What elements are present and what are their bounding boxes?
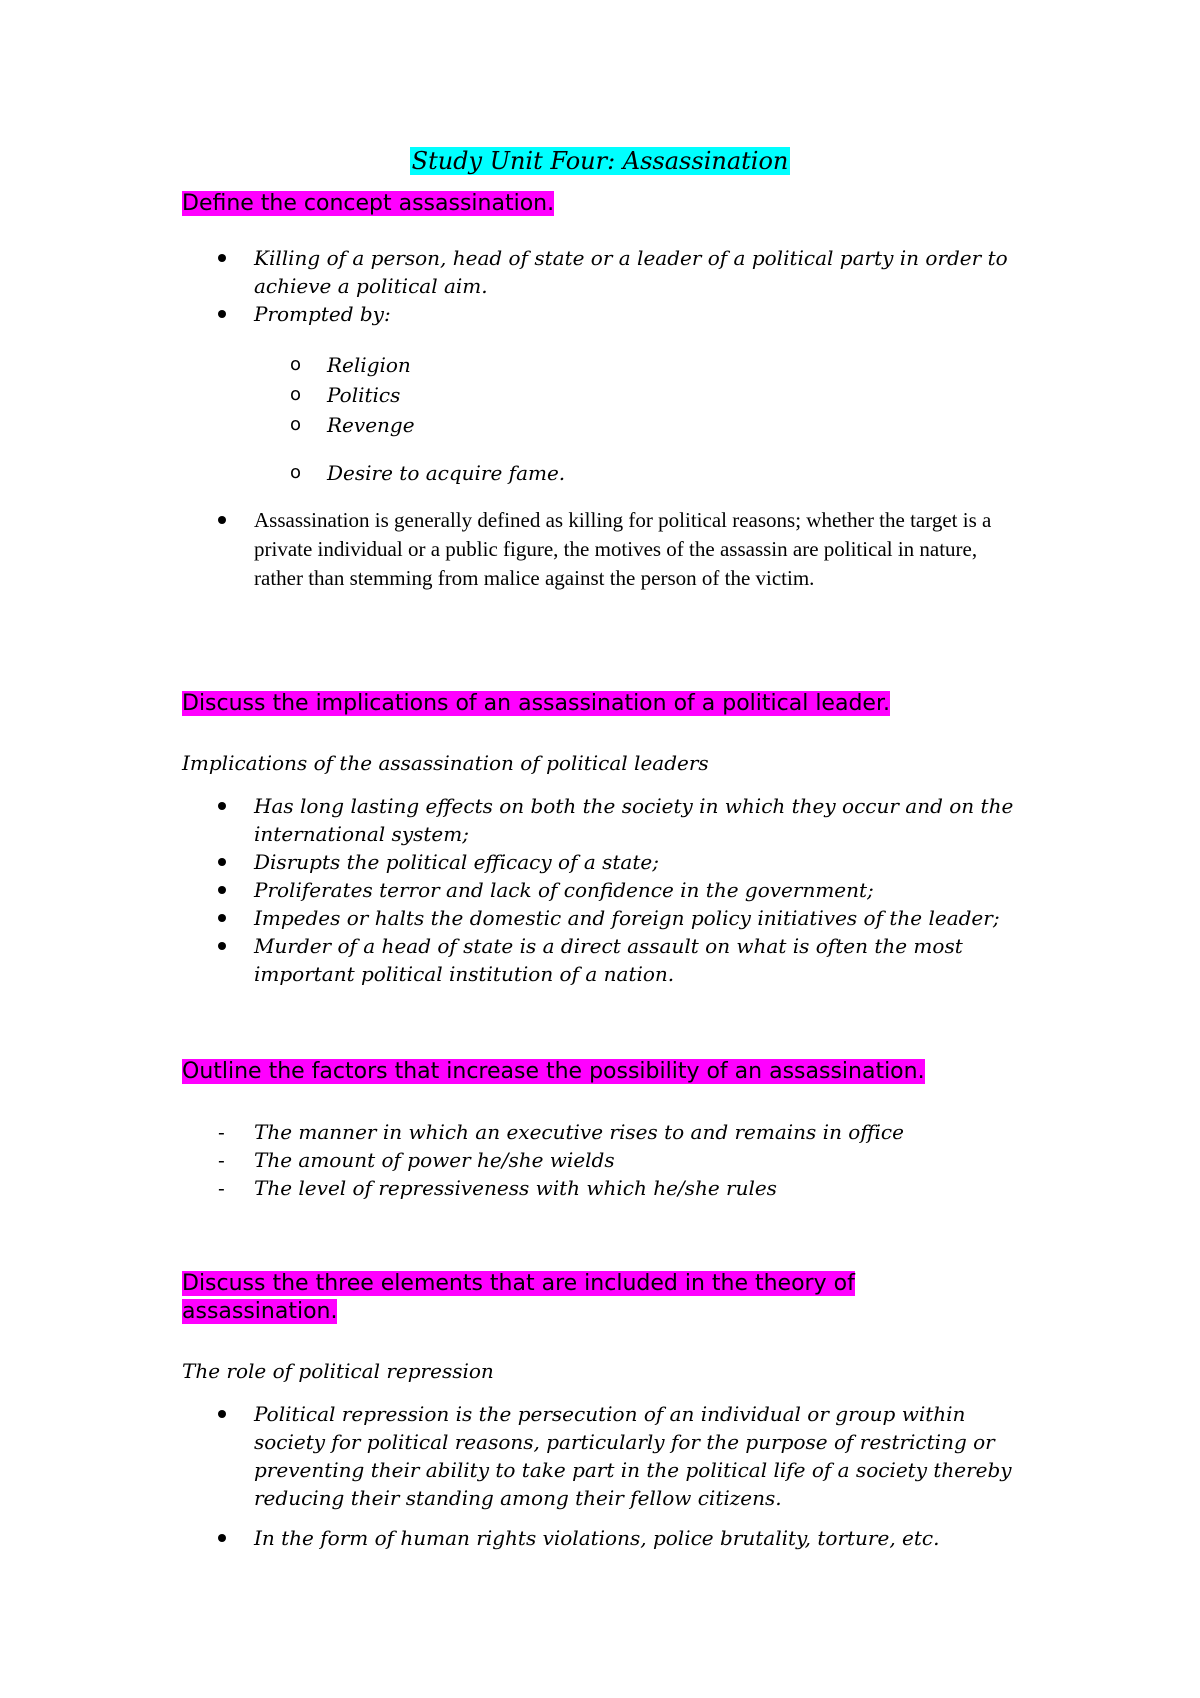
- circle-bullet-icon: o: [290, 354, 302, 375]
- define-bullet-list: [0, 244, 1014, 328]
- prompted-by-list: [0, 350, 565, 488]
- factors-list: [0, 1118, 904, 1202]
- bullet-icon: [218, 1534, 226, 1542]
- dash-bullet-icon: -: [218, 1120, 225, 1144]
- dash-bullet-icon: -: [218, 1148, 225, 1172]
- section-heading-theory: Discuss the three elements that are included in the theory of assassination.: [182, 1271, 855, 1324]
- list-item: Killing of a person, head of state or a leader of a political party in order to achieve a political aim.: [0, 244, 1014, 300]
- list-item: Prompted by:: [0, 300, 1014, 328]
- list-item: In the form of human rights violations, police brutality, torture, etc.: [0, 1524, 1014, 1552]
- list-item: Disrupts the political efficacy of a state;: [0, 848, 1014, 876]
- circle-bullet-icon: o: [290, 384, 302, 405]
- list-item: o Desire to acquire fame.: [0, 458, 565, 488]
- dash-bullet-icon: -: [218, 1176, 225, 1200]
- list-item: Proliferates terror and lack of confidence in the government;: [0, 876, 1014, 904]
- list-item: - The amount of power he/she wields: [218, 1148, 615, 1172]
- document-title: Study Unit Four: Assassination: [411, 147, 789, 175]
- circle-bullet-icon: o: [290, 414, 302, 435]
- list-item: Impedes or halts the domestic and foreign policy initiatives of the leader;: [0, 904, 1014, 932]
- section-heading-implications: Discuss the implications of an assassination of a political leader.: [182, 691, 890, 716]
- bullet-icon: [218, 310, 226, 318]
- definition-list: [0, 506, 1024, 593]
- section-subheading: The role of political repression: [182, 1359, 494, 1383]
- repression-list: [0, 1400, 1014, 1552]
- bullet-icon: [218, 1410, 226, 1418]
- bullet-icon: [218, 516, 226, 524]
- section-heading-factors: Outline the factors that increase the possibility of an assassination.: [182, 1059, 925, 1084]
- list-item: Has long lasting effects on both the society in which they occur and on the international system;: [0, 792, 1014, 848]
- list-item: o Politics: [0, 380, 565, 410]
- implications-list: [0, 792, 1014, 988]
- section-heading-define: Define the concept assassination.: [182, 191, 555, 216]
- list-item: o Religion: [0, 350, 565, 380]
- bullet-icon: [218, 802, 226, 810]
- list-item: Political repression is the persecution of an individual or group within society for political reasons, particularly for the purpose of restricting or preventing their ability to take part in the political life of a society thereby reducing their standing among their fellow citizens.: [0, 1400, 1014, 1512]
- list-item: - The manner in which an executive rises to and remains in office: [218, 1120, 904, 1144]
- bullet-icon: [218, 254, 226, 262]
- list-item: o Revenge: [0, 410, 565, 440]
- section-subheading: Implications of the assassination of political leaders: [182, 751, 709, 775]
- bullet-icon: [218, 942, 226, 950]
- bullet-icon: [218, 886, 226, 894]
- list-item: Assassination is generally defined as killing for political reasons; whether the target is a private individual or a public figure, the motives of the assassin are political in nature, rather than stemming from malice against the person of the victim.: [0, 506, 1024, 593]
- list-item: - The level of repressiveness with which he/she rules: [218, 1176, 777, 1200]
- circle-bullet-icon: o: [290, 462, 302, 483]
- list-item: Murder of a head of state is a direct assault on what is often the most important political institution of a nation.: [0, 932, 1014, 988]
- bullet-icon: [218, 858, 226, 866]
- bullet-icon: [218, 914, 226, 922]
